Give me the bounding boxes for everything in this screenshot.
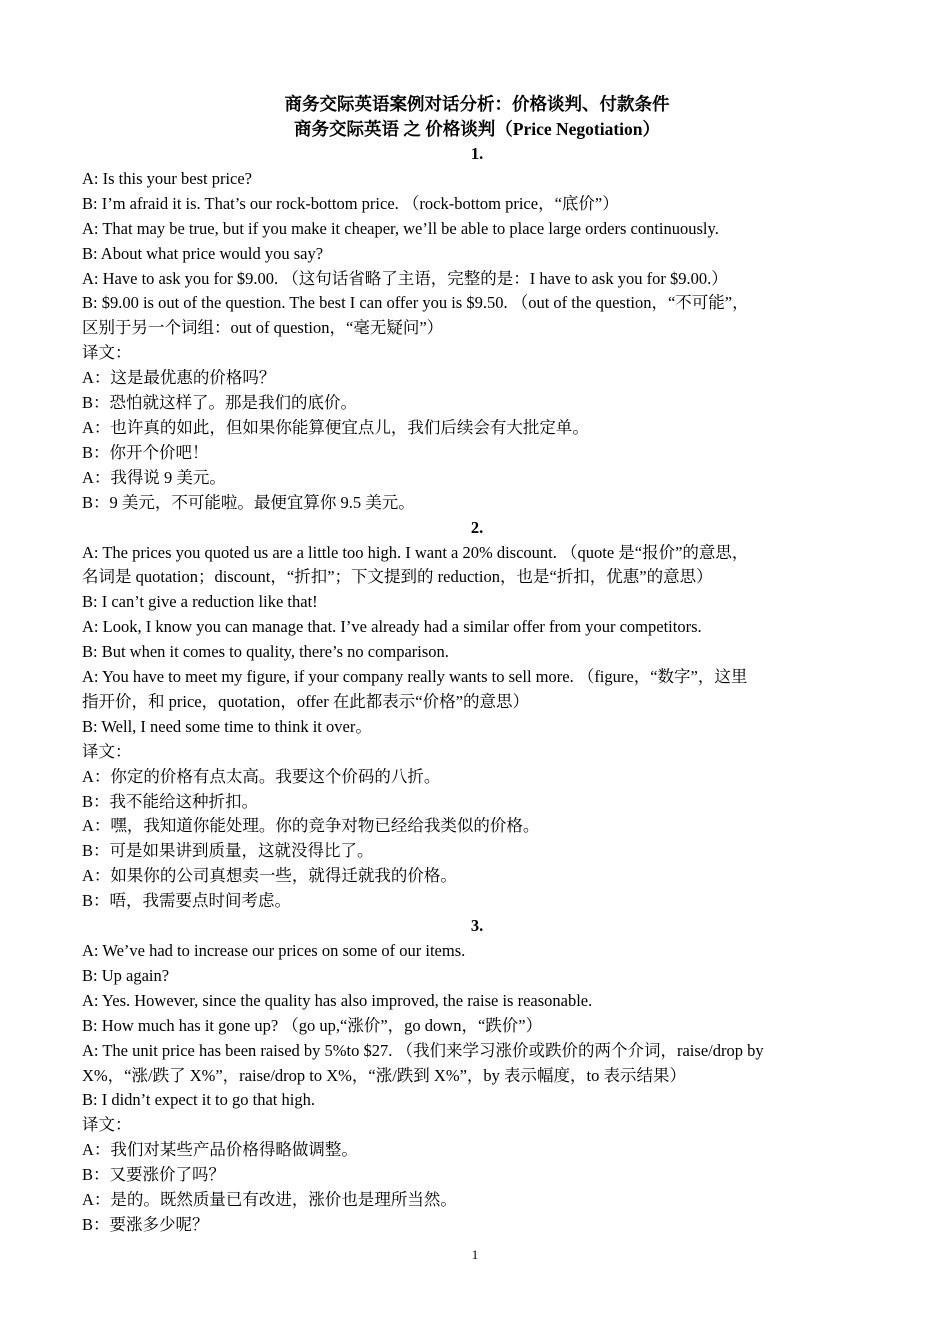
dialogue-line: A：我们对某些产品价格得略做调整。: [82, 1140, 358, 1160]
dialogue-line: 指开价，和 price，quotation，offer 在此都表示“价格”的意思）: [82, 691, 529, 711]
section-number: 3.: [470, 916, 484, 936]
dialogue-line: A：这是最优惠的价格吗？: [82, 368, 276, 388]
dialogue-line: B: Well, I need some time to think it over。: [82, 716, 372, 736]
dialogue-line: A: You have to meet my figure, if your company really wants to sell more. （figure，“数字”，这里: [82, 667, 748, 687]
dialogue-line: A: That may be true, but if you make it cheaper, we’ll be able to place large orders continuously.: [82, 218, 719, 238]
dialogue-line: B：又要涨价了吗？: [82, 1165, 226, 1185]
dialogue-line: B: I didn’t expect it to go that high.: [82, 1090, 315, 1110]
section-number: 2.: [470, 517, 484, 537]
document-page: [82, 92, 872, 1238]
dialogue-line: A：嘿，我知道你能处理。你的竞争对物已经给我类似的价格。: [82, 816, 540, 836]
dialogue-line: A: The unit price has been raised by 5%to $27. （我们来学习涨价或跌价的两个介词，raise/drop by: [82, 1040, 764, 1060]
dialogue-line: B：可是如果讲到质量，这就没得比了。: [82, 841, 374, 861]
document-body: [82, 142, 872, 1238]
dialogue-line: B：你开个价吧！: [82, 442, 209, 462]
dialogue-line: 区别于另一个词组：out of question，“毫无疑问”）: [82, 318, 444, 338]
dialogue-line: A：也许真的如此，但如果你能算便宜点儿，我们后续会有大批定单。: [82, 417, 589, 437]
section-number: 1.: [470, 144, 484, 163]
dialogue-line: B: I can’t give a reduction like that!: [82, 592, 318, 612]
dialogue-line: 译文：: [82, 1115, 132, 1135]
dialogue-line: A: Is this your best price?: [82, 168, 253, 188]
document-subtitle: 商务交际英语 之 价格谈判（Price Negotiation）: [294, 119, 660, 139]
dialogue-line: 译文：: [82, 741, 132, 761]
dialogue-line: B：9 美元，不可能啦。最便宜算你 9.5 美元。: [82, 492, 415, 512]
dialogue-line: B: Up again?: [82, 965, 170, 985]
dialogue-line: A: We’ve had to increase our prices on some of our items.: [82, 941, 466, 960]
dialogue-line: B：唔，我需要点时间考虑。: [82, 891, 292, 911]
document-title: 商务交际英语案例对话分析：价格谈判、付款条件: [284, 94, 670, 114]
dialogue-line: B：要涨多少呢？: [82, 1214, 209, 1234]
dialogue-line: A: Have to ask you for $9.00. （这句话省略了主语，完整的是：I have to ask you for $9.00.）: [82, 268, 728, 288]
dialogue-line: A: Yes. However, since the quality has also improved, the raise is reasonable.: [82, 990, 593, 1010]
dialogue-line: A：你定的价格有点太高。我要这个价码的八折。: [82, 766, 441, 786]
dialogue-line: B: I’m afraid it is. That’s our rock-bottom price. （rock-bottom price，“底价”）: [82, 193, 619, 213]
dialogue-line: B: About what price would you say?: [82, 243, 324, 263]
dialogue-line: 译文：: [82, 343, 132, 363]
dialogue-line: B: $9.00 is out of the question. The best I can offer you is $9.50. （out of the question，“不可能”，: [82, 293, 749, 313]
dialogue-line: A：如果你的公司真想卖一些，就得迁就我的价格。: [82, 866, 457, 886]
dialogue-line: A：我得说 9 美元。: [82, 467, 226, 487]
page-number: 1: [471, 1247, 479, 1262]
dialogue-line: A：是的。既然质量已有改进，涨价也是理所当然。: [82, 1190, 457, 1210]
dialogue-line: A: The prices you quoted us are a little too high. I want a 20% discount. （quote 是“报价”的意思，: [82, 542, 749, 562]
dialogue-line: A: Look, I know you can manage that. I’ve already had a similar offer from your competitors.: [82, 617, 702, 637]
dialogue-line: B: But when it comes to quality, there’s no comparison.: [82, 642, 449, 662]
dialogue-line: B：恐怕就这样了。那是我们的底价。: [82, 393, 358, 413]
dialogue-line: 名词是 quotation；discount，“折扣”；下文提到的 reduction，也是“折扣，优惠”的意思）: [82, 567, 713, 587]
dialogue-line: B：我不能给这种折扣。: [82, 791, 259, 811]
dialogue-line: X%，“涨/跌了 X%”，raise/drop to X%，“涨/跌到 X%”，by 表示幅度，to 表示结果）: [82, 1065, 686, 1085]
dialogue-line: B: How much has it gone up? （go up,“涨价”，go down，“跌价”）: [82, 1015, 543, 1035]
